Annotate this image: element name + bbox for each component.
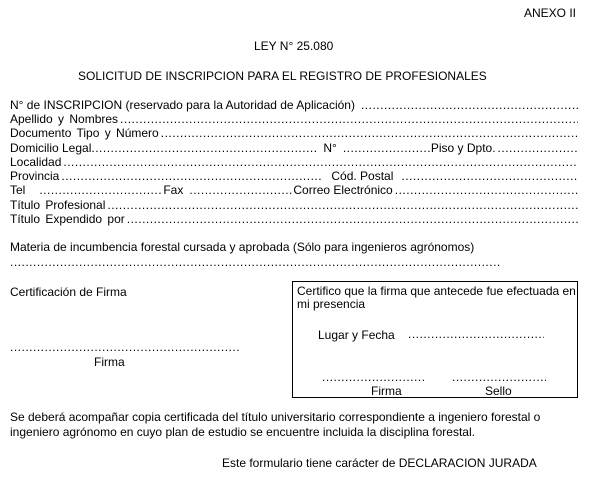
seal-line[interactable] <box>452 370 546 384</box>
documento-label: Documento Tipo y Número <box>10 126 159 140</box>
cod-postal-label: Cód. Postal <box>331 169 394 183</box>
numero-label: N° <box>323 141 337 155</box>
certificacion-title: Certificación de Firma <box>10 285 127 299</box>
field-domicilio <box>10 141 580 155</box>
field-titulo-expedido <box>10 212 580 226</box>
correo-label: Correo Electrónico <box>293 183 393 197</box>
cod-postal-blank[interactable] <box>401 169 578 183</box>
seal-label: Sello <box>485 384 512 398</box>
certifier-signature-label: Firma <box>371 384 402 398</box>
materia-label: Materia de incumbencia forestal cursada y aprobada (Sólo para ingenieros agrónomos) <box>10 240 475 254</box>
apellido-label: Apellido y Nombres <box>10 112 119 126</box>
field-documento <box>10 126 580 140</box>
footer-note: Se deberá acompañar copia certificada del título universitario correspondiente a ingeniero forestal o ingeniero agrónomo en cuyo plan de estudio se encuentre incluida la disciplina forestal. <box>10 410 541 439</box>
domicilio-blank[interactable] <box>91 141 317 155</box>
law-number: LEY N° 25.080 <box>254 39 334 53</box>
materia-blank[interactable] <box>10 255 500 269</box>
tel-blank[interactable] <box>39 183 163 197</box>
certifico-text: Certifico que la firma que antecede fue efectuada en mi presencia <box>297 284 576 311</box>
annex-label: ANEXO II <box>524 6 577 20</box>
certifier-signature-line[interactable] <box>322 370 424 384</box>
documento-blank[interactable] <box>161 126 578 140</box>
apellido-blank[interactable] <box>120 112 578 126</box>
field-inscripcion <box>10 98 580 112</box>
fax-blank[interactable] <box>189 183 293 197</box>
declaration-note: Este formulario tiene carácter de DECLARACION JURADA <box>222 456 537 470</box>
inscripcion-blank[interactable] <box>361 98 578 112</box>
titulo-expedido-label: Título Expendido por <box>10 212 125 226</box>
piso-blank[interactable] <box>498 141 578 155</box>
piso-label: Piso y Dpto. <box>430 141 496 155</box>
applicant-signature-label: Firma <box>94 355 125 369</box>
correo-blank[interactable] <box>395 183 578 197</box>
localidad-label: Localidad <box>10 155 62 169</box>
fax-label: Fax <box>163 183 184 197</box>
inscripcion-label: N° de INSCRIPCION (reservado para la Autoridad de Aplicación) <box>10 98 355 112</box>
applicant-signature-line[interactable] <box>10 340 240 354</box>
field-provincia <box>10 169 580 183</box>
field-localidad <box>10 155 580 169</box>
field-titulo-profesional <box>10 198 580 212</box>
titulo-profesional-blank[interactable] <box>107 198 578 212</box>
domicilio-label: Domicilio Legal <box>10 141 92 155</box>
tel-label: Tel <box>10 183 26 197</box>
provincia-blank[interactable] <box>61 169 323 183</box>
numero-blank[interactable] <box>343 141 431 155</box>
provincia-label: Provincia <box>10 169 60 183</box>
field-contacto <box>10 183 580 197</box>
lugar-fecha-label: Lugar y Fecha <box>318 328 395 342</box>
localidad-blank[interactable] <box>63 155 578 169</box>
lugar-fecha-blank[interactable] <box>408 327 544 341</box>
form-title: SOLICITUD DE INSCRIPCION PARA EL REGISTRO DE PROFESIONALES <box>78 69 487 83</box>
field-apellido <box>10 112 580 126</box>
titulo-profesional-label: Título Profesional <box>10 198 106 212</box>
titulo-expedido-blank[interactable] <box>127 212 578 226</box>
